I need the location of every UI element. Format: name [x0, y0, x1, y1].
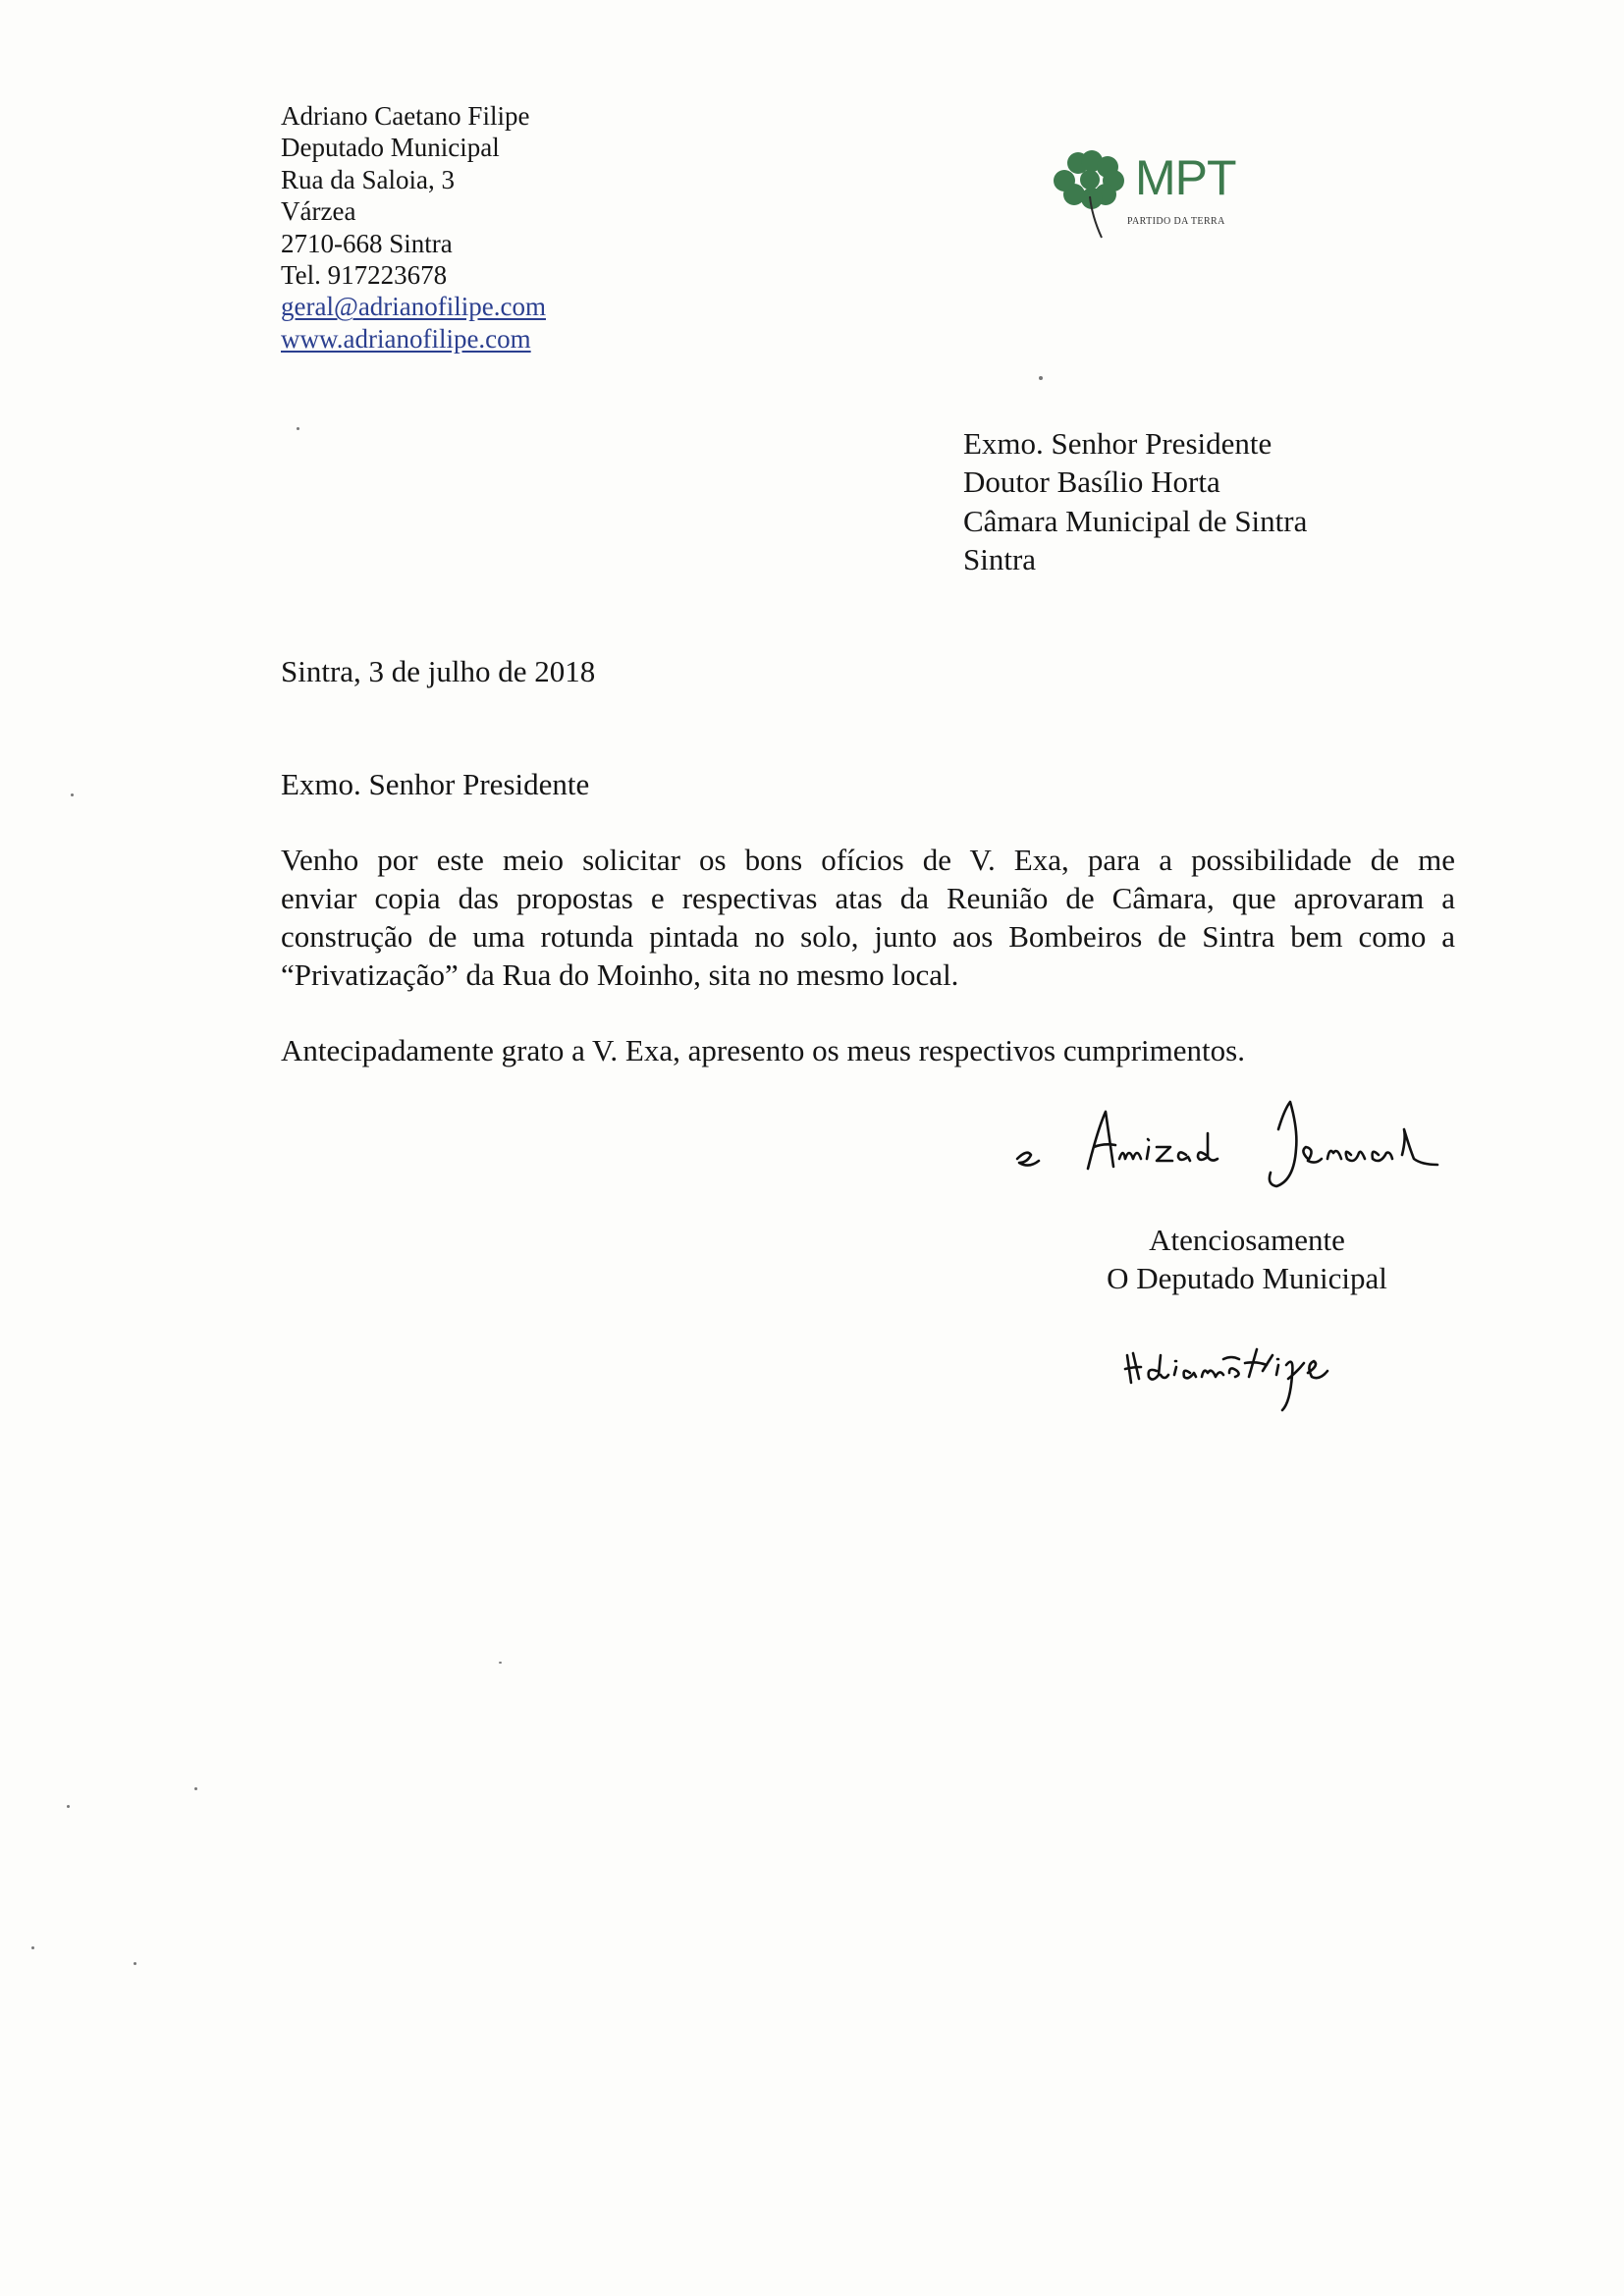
- scan-speck: [1039, 376, 1043, 380]
- scan-speck: [67, 1805, 70, 1808]
- logo-subtitle: PARTIDO DA TERRA: [1127, 216, 1225, 227]
- signoff-block: [1051, 1221, 1443, 1297]
- body-paragraph: [281, 841, 1455, 994]
- scan-speck: [499, 1662, 502, 1664]
- salutation: Exmo. Senhor Presidente: [281, 767, 590, 801]
- sender-locality: Várzea: [281, 196, 356, 227]
- sender-email-link[interactable]: geral@adrianofilipe.com: [281, 292, 546, 322]
- scan-speck: [297, 427, 299, 430]
- logo-wordmark: MPT: [1135, 150, 1236, 205]
- sender-block: [281, 100, 546, 355]
- signoff-line-2: O Deputado Municipal: [1107, 1261, 1387, 1295]
- four-leaf-clover-icon: [1053, 147, 1141, 246]
- scan-speck: [31, 1946, 34, 1949]
- sender-name: Adriano Caetano Filipe: [281, 101, 530, 131]
- scan-speck: [71, 793, 74, 796]
- handwritten-signature: [1119, 1316, 1375, 1414]
- closing-sentence: Antecipadamente grato a V. Exa, apresento os meus respectivos cumprimentos.: [281, 1033, 1245, 1067]
- body-line: “Privatização” da Rua do Moinho, sita no mesmo local.: [281, 957, 959, 992]
- recipient-line-3: Câmara Municipal de Sintra: [963, 503, 1308, 538]
- letter-date: Sintra, 3 de julho de 2018: [281, 654, 596, 688]
- body-line: enviar copia das propostas e respectivas atas da Reunião de Câmara, que aprovaram a: [281, 881, 1455, 915]
- recipient-line-4: Sintra: [963, 542, 1037, 577]
- body-line: Venho por este meio solicitar os bons ofícios de V. Exa, para a possibilidade de me: [281, 843, 1455, 877]
- sender-phone: Tel. 917223678: [281, 260, 448, 291]
- sender-role: Deputado Municipal: [281, 133, 500, 163]
- body-line: construção de uma rotunda pintada no solo, junto aos Bombeiros de Sintra bem como a: [281, 919, 1455, 954]
- signoff-line-1: Atenciosamente: [1149, 1223, 1345, 1257]
- sender-postal: 2710-668 Sintra: [281, 228, 453, 258]
- scan-speck: [194, 1787, 197, 1790]
- handwritten-note: [1009, 1090, 1441, 1188]
- recipient-block: [963, 424, 1307, 579]
- party-logo: [1053, 147, 1249, 250]
- recipient-line-2: Doutor Basílio Horta: [963, 465, 1220, 500]
- sender-street: Rua da Saloia, 3: [281, 164, 455, 194]
- recipient-line-1: Exmo. Senhor Presidente: [963, 426, 1272, 461]
- scan-speck: [134, 1962, 136, 1965]
- sender-website-link[interactable]: www.adrianofilipe.com: [281, 323, 531, 354]
